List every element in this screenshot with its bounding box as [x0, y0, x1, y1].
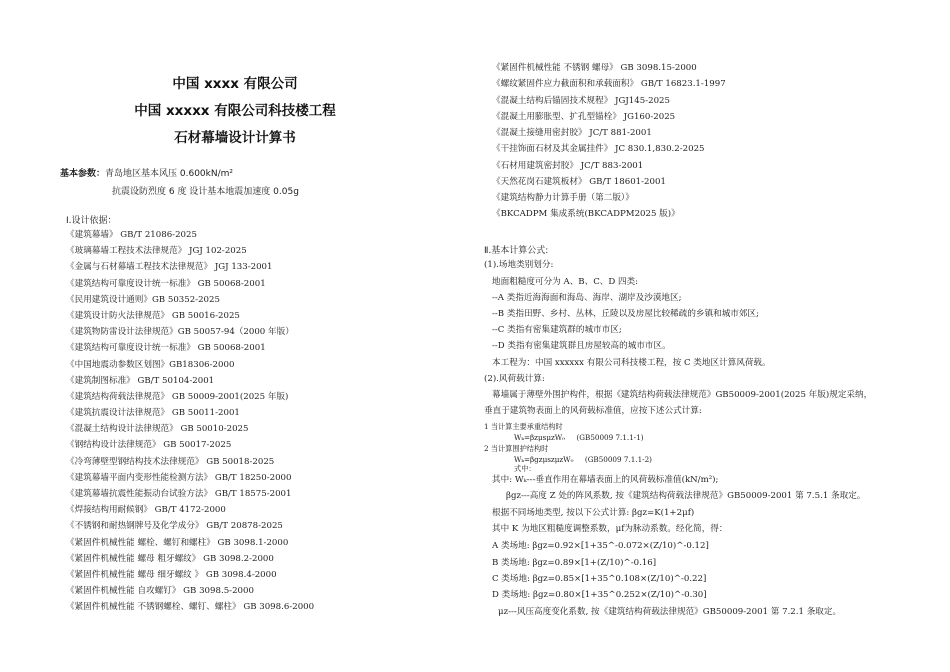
- where-line-4: 其中 K 为地区粗糙度调整系数，μf为脉动系数。经化简，得：: [492, 524, 728, 534]
- basic-params-wind: 青岛地区基本风压 0.600kN/m²: [105, 169, 233, 179]
- reference-item: 《紧固件机械性能 螺母 细牙螺纹 》 GB 3098.4-2000: [66, 569, 277, 580]
- where-line-3: 根据不同场地类型, 按以下公式计算: βgz=K(1+2μf): [492, 508, 695, 518]
- formula2-where: 式中：: [514, 464, 536, 473]
- reference-item: 《石材用建筑密封胶》 JC/T 883-2001: [492, 161, 644, 171]
- reference-item: 《钢结构设计法律规范》 GB 50017-2025: [66, 440, 232, 451]
- section1-title: Ⅰ.设计依据：: [66, 216, 117, 226]
- reference-item: 《建筑设计防火法律规范》 GB 50016-2025: [66, 310, 240, 321]
- reference-item: 《建筑幕墙抗震性能振动台试验方法》 GB/T 18575-2001: [66, 489, 292, 499]
- reference-item: 《建筑幕墙》 GB/T 21086-2025: [66, 230, 197, 240]
- reference-item: 《建筑结构荷载法律规范》 GB 50009-2001(2025 年版): [66, 391, 289, 402]
- document-title: 石材幕墙设计计算书: [174, 130, 296, 146]
- reference-item: 《混凝土接缝用密封胶》 JC/T 881-2001: [492, 128, 652, 138]
- wind-paragraph-2: 垂直于建筑物表面上的风荷载标准值，应按下述公式计算:: [484, 406, 702, 416]
- section2-sub2: (2).风荷载计算:: [484, 374, 545, 384]
- section2-title: Ⅱ.基本计算公式:: [484, 246, 549, 256]
- formula1-ref: (GB50009 7.1.1-1): [576, 433, 644, 442]
- reference-item: 《金属与石材幕墙工程技术法律规范》 JGJ 133-2001: [66, 262, 273, 273]
- reference-item: 《混凝土用膨胀型、扩孔型锚栓》 JG160-2025: [492, 112, 676, 122]
- basic-params-line2: 抗震设防烈度 6 度 设计基本地震加速度 0.05g: [112, 187, 299, 197]
- where-line-2: βgz---高度 Z 处的阵风系数, 按《建筑结构荷载法律规范》GB50009-2001 第 7.5.1 条取定。: [506, 491, 866, 501]
- wind-paragraph-1: 幕墙属于薄壁外围护构件，根据《建筑结构荷载法律规范》GB50009-2001(2025 年版)规定采纳，: [492, 390, 873, 400]
- reference-item: 《紧固件机械性能 自攻螺钉》 GB 3098.5-2000: [66, 586, 254, 597]
- basic-params-label: 基本参数：: [60, 169, 106, 179]
- section2-sub1: (1).场地类别划分:: [484, 260, 554, 270]
- reference-item: 《不锈钢和耐热钢牌号及化学成分》 GB/T 20878-2025: [66, 521, 283, 532]
- class-a-formula: A 类场地: βgz=0.92×[1+35^-0.072×(Z/10)^-0.12]: [492, 541, 709, 551]
- formula1-label: 1 当计算主要承重结构时: [484, 422, 563, 431]
- reference-item: 《建筑结构静力计算手册（第二版）》: [492, 193, 634, 203]
- reference-item: 《天然花岗石建筑板材》 GB/T 18601-2001: [492, 177, 666, 187]
- terrain-class-d: --D 类指有密集建筑群且房屋较高的城市市区。: [492, 341, 671, 351]
- terrain-class-c: --C 类指有密集建筑群的城市市区;: [492, 325, 622, 335]
- formula1-expression: Wₖ=βzμsμzW₀: [514, 433, 566, 442]
- class-d-formula: D 类场地: βgz=0.80×[1+35^0.252×(Z/10)^-0.30]: [492, 590, 707, 600]
- reference-item: 《中国地震动参数区划图》GB18306-2000: [66, 359, 235, 370]
- reference-item: 《螺纹紧固件应力截面积和承载面积》 GB/T 16823.1-1997: [492, 79, 726, 89]
- project-title: 中国 xxxxx 有限公司科技楼工程: [134, 103, 336, 119]
- formula2-expression: Wₖ=βgzμszμzW₀: [514, 455, 574, 464]
- class-b-formula: B 类场地: βgz=0.89×[1+(Z/10)^-0.16]: [492, 558, 657, 568]
- company-title: 中国 xxxx 有限公司: [172, 76, 298, 92]
- formula2-ref: (GB50009 7.1.1-2): [584, 455, 652, 464]
- reference-item: 《民用建筑设计通则》GB 50352-2025: [66, 294, 220, 305]
- reference-item: 《冷弯薄壁型钢结构技术法律规范》 GB 50018-2025: [66, 456, 275, 467]
- formula2-label: 2 当计算围护结构时: [484, 444, 549, 453]
- reference-item: 《紧固件机械性能 螺栓、螺钉和螺柱》 GB 3098.1-2000: [66, 537, 289, 548]
- reference-item: 《玻璃幕墙工程技术法律规范》 JGJ 102-2025: [66, 246, 247, 257]
- reference-item: 《混凝土结构后锚固技术规程》 JGJ145-2025: [492, 96, 670, 106]
- class-c-formula: C 类场地: βgz=0.85×[1+35^0.108×(Z/10)^-0.22]: [492, 574, 707, 584]
- where-line-1: 其中: Wₖ---垂直作用在幕墙表面上的风荷载标准值(kN/m²);: [492, 475, 719, 485]
- basic-params-line1: [60, 166, 233, 179]
- reference-item: 《紧固件机械性能 不锈钢螺栓、螺钉、螺柱》 GB 3098.6-2000: [66, 602, 315, 613]
- reference-item: 《紧固件机械性能 不锈钢 螺母》 GB 3098.15-2000: [492, 63, 697, 73]
- reference-item: 《混凝土结构设计法律规范》 GB 50010-2025: [66, 424, 249, 435]
- reference-item: 《建筑幕墙平面内变形性能检测方法》 GB/T 18250-2000: [66, 472, 292, 483]
- terrain-class-b: --B 类指田野、乡村、丛林、丘陵以及房屋比较稀疏的乡镇和城市郊区;: [492, 309, 759, 319]
- reference-item: 《建筑结构可靠度设计统一标准》 GB 50068-2001: [66, 278, 266, 289]
- reference-item: 《建筑制图标准》 GB/T 50104-2001: [66, 375, 215, 386]
- reference-item: 《干挂饰面石材及其金属挂件》 JC 830.1,830.2-2025: [492, 144, 705, 154]
- reference-list: [66, 227, 314, 616]
- reference-item: 《焊接结构用耐候钢》 GB/T 4172-2000: [66, 505, 226, 516]
- reference-item: 《建筑物防雷设计法律规范》GB 50057-94（2000 年版）: [66, 327, 294, 338]
- reference-item: 《紧固件机械性能 螺母 粗牙螺纹》 GB 3098.2-2000: [66, 553, 274, 564]
- reference-item: 《建筑抗震设计法律规范》 GB 50011-2001: [66, 408, 240, 419]
- height-coefficient-line: μz---风压高度变化系数, 按《建筑结构荷载法律规范》GB50009-2001 第 7.2.1 条取定。: [498, 607, 842, 617]
- terrain-intro: 地面粗糙度可分为 A、B、C、D 四类:: [492, 277, 639, 287]
- reference-item: 《建筑结构可靠度设计统一标准》 GB 50068-2001: [66, 343, 266, 354]
- project-note: 本工程为：中国 xxxxxx 有限公司科技楼工程，按 C 类地区计算风荷载。: [492, 358, 771, 368]
- reference-item: 《BKCADPM 集成系统(BKCADPM2025 版)》: [492, 209, 680, 219]
- terrain-class-a: --A 类指近海海面和海岛、海岸、湖岸及沙漠地区;: [492, 293, 682, 303]
